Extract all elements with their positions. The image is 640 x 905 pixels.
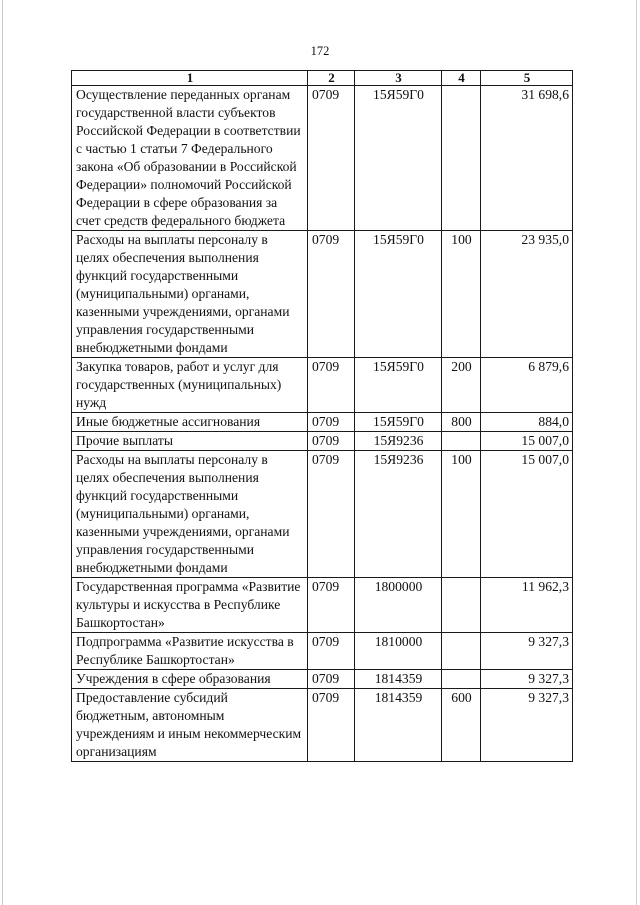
table-row (72, 358, 573, 413)
column-header-name: 1 (72, 71, 308, 86)
row-amount: 9 327,3 (481, 689, 573, 762)
column-header-code: 3 (355, 71, 442, 86)
table-row (72, 432, 573, 451)
column-header-type: 4 (442, 71, 481, 86)
row-type: 100 (442, 451, 481, 578)
row-section: 0709 (308, 689, 355, 762)
row-section: 0709 (308, 633, 355, 670)
table-row (72, 670, 573, 689)
row-type (442, 633, 481, 670)
row-section: 0709 (308, 578, 355, 633)
row-name: Расходы на выплаты персоналу в целях обеспечения выполнения функций государственными (муниципальными) органами, казенными учреждениями, органами управления государственными внебюджетными фондами (72, 231, 308, 358)
row-code: 15Я59Г0 (355, 86, 442, 231)
row-name: Иные бюджетные ассигнования (72, 413, 308, 432)
row-type: 200 (442, 358, 481, 413)
row-code: 15Я59Г0 (355, 358, 442, 413)
page-number: 172 (310, 44, 330, 58)
column-header-amount: 5 (481, 71, 573, 86)
row-type: 100 (442, 231, 481, 358)
row-section: 0709 (308, 432, 355, 451)
row-name: Государственная программа «Развитие культуры и искусства в Республике Башкортостан» (72, 578, 308, 633)
row-type (442, 670, 481, 689)
row-name: Подпрограмма «Развитие искусства в Республике Башкортостан» (72, 633, 308, 670)
row-type (442, 86, 481, 231)
row-amount: 11 962,3 (481, 578, 573, 633)
row-section: 0709 (308, 670, 355, 689)
row-name: Прочие выплаты (72, 432, 308, 451)
row-code: 15Я59Г0 (355, 413, 442, 432)
row-type (442, 578, 481, 633)
row-type: 800 (442, 413, 481, 432)
row-section: 0709 (308, 358, 355, 413)
row-name: Предоставление субсидий бюджетным, автономным учреждениям и иным некоммерческим организациям (72, 689, 308, 762)
table-row (72, 413, 573, 432)
row-amount: 15 007,0 (481, 432, 573, 451)
row-amount: 31 698,6 (481, 86, 573, 231)
row-type: 600 (442, 689, 481, 762)
table-row (72, 578, 573, 633)
scan-edge-right (636, 0, 637, 905)
row-code: 1810000 (355, 633, 442, 670)
scan-edge-left (2, 0, 3, 905)
budget-table (71, 70, 573, 762)
row-amount: 15 007,0 (481, 451, 573, 578)
row-amount: 9 327,3 (481, 633, 573, 670)
row-code: 15Я9236 (355, 451, 442, 578)
table-row (72, 451, 573, 578)
row-code: 1814359 (355, 689, 442, 762)
row-section: 0709 (308, 231, 355, 358)
row-code: 1800000 (355, 578, 442, 633)
row-code: 1814359 (355, 670, 442, 689)
table-header-row (72, 71, 573, 86)
row-section: 0709 (308, 413, 355, 432)
row-section: 0709 (308, 451, 355, 578)
row-code: 15Я9236 (355, 432, 442, 451)
row-name: Осуществление переданных органам государственной власти субъектов Российской Федерации в соответствии с частью 1 статьи 7 Федерального закона «Об образовании в Российской Федерации» полномочий Российской Федерации в сфере образования за счет средств федерального бюджета (72, 86, 308, 231)
row-amount: 6 879,6 (481, 358, 573, 413)
row-amount: 884,0 (481, 413, 573, 432)
table-row (72, 86, 573, 231)
row-name: Расходы на выплаты персоналу в целях обеспечения выполнения функций государственными (муниципальными) органами, казенными учреждениями, органами управления государственными внебюджетными фондами (72, 451, 308, 578)
row-amount: 9 327,3 (481, 670, 573, 689)
row-name: Закупка товаров, работ и услуг для государственных (муниципальных) нужд (72, 358, 308, 413)
row-type (442, 432, 481, 451)
row-section: 0709 (308, 86, 355, 231)
table-row (72, 689, 573, 762)
column-header-section: 2 (308, 71, 355, 86)
row-name: Учреждения в сфере образования (72, 670, 308, 689)
row-code: 15Я59Г0 (355, 231, 442, 358)
table-row (72, 231, 573, 358)
table-row (72, 633, 573, 670)
row-amount: 23 935,0 (481, 231, 573, 358)
